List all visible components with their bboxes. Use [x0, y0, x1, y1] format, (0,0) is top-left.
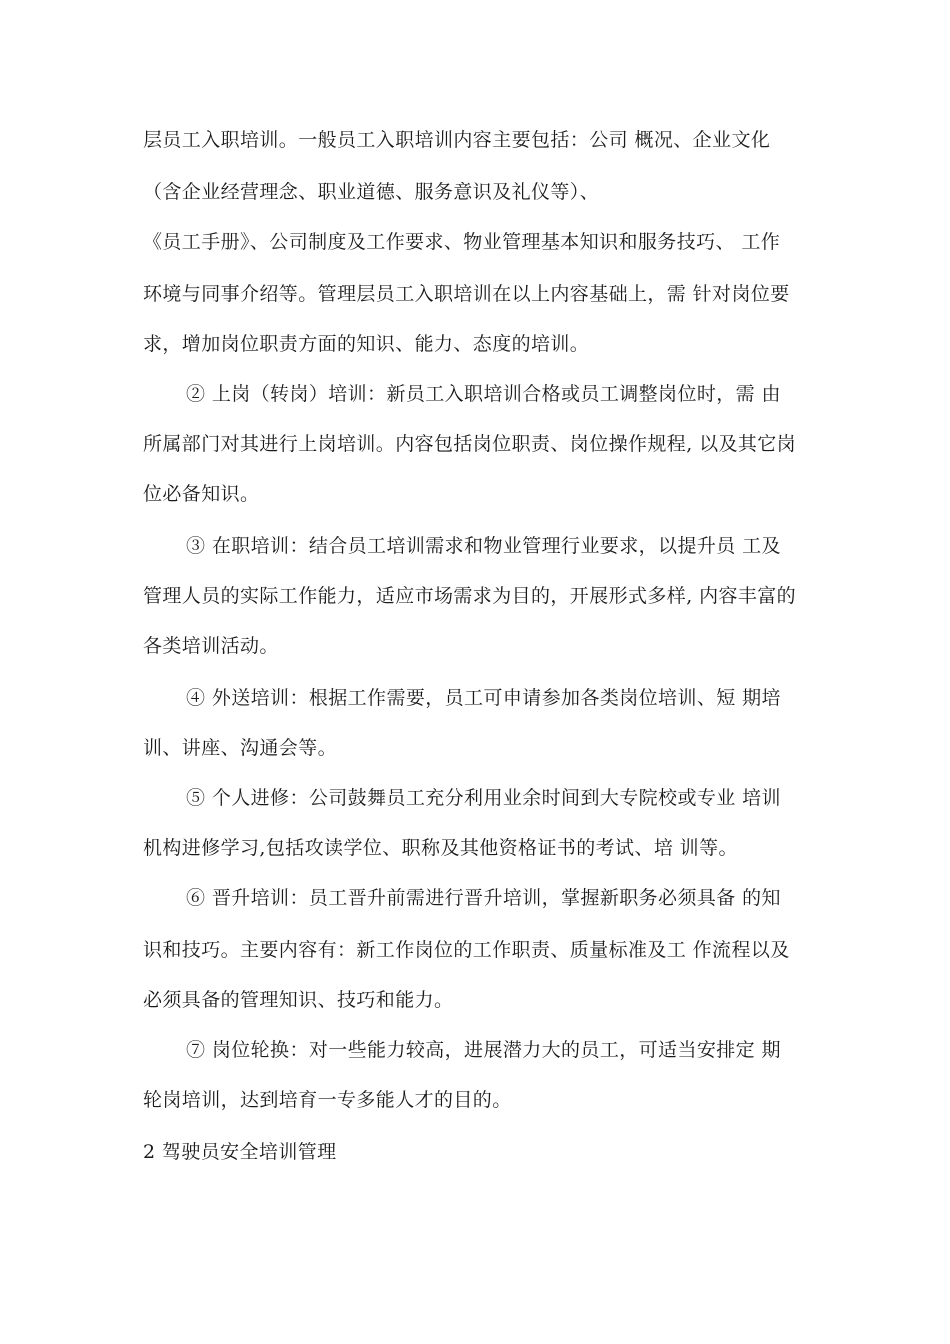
text-line: 管理人员的实际工作能力，适应市场需求为目的，开展形式多样, 内容丰富的	[143, 585, 797, 607]
text-line: 训、讲座、沟通会等。	[143, 737, 338, 759]
list-item-6: ⑥ 晋升培训：员工晋升前需进行晋升培训，掌握新职务必须具备 的知	[186, 887, 781, 909]
text-line: 必须具备的管理知识、技巧和能力。	[143, 989, 454, 1011]
text-line: 层员工入职培训。一般员工入职培训内容主要包括：公司 概况、企业文化	[143, 129, 771, 151]
text-line: 识和技巧。主要内容有：新工作岗位的工作职责、质量标准及工 作流程以及	[143, 939, 790, 961]
text-line: 求，增加岗位职责方面的知识、能力、态度的培训。	[143, 333, 590, 355]
list-item-7: ⑦ 岗位轮换：对一些能力较高，进展潜力大的员工，可适当安排定 期	[186, 1039, 781, 1061]
section-heading: 2 驾驶员安全培训管理	[143, 1141, 337, 1163]
text-line: 环境与同事介绍等。管理层员工入职培训在以上内容基础上，需 针对岗位要	[143, 283, 790, 305]
text-line: 所属部门对其进行上岗培训。内容包括岗位职责、岗位操作规程, 以及其它岗	[143, 433, 797, 455]
text-line: （含企业经营理念、职业道德、服务意识及礼仪等）、	[143, 181, 600, 203]
list-item-3: ③ 在职培训：结合员工培训需求和物业管理行业要求，以提升员 工及	[186, 535, 781, 557]
text-line: 各类培训活动。	[143, 635, 279, 657]
text-line: 机构进修学习,包括攻读学位、职称及其他资格证书的考试、培 训等。	[143, 837, 738, 859]
text-line: 轮岗培训，达到培育一专多能人才的目的。	[143, 1089, 512, 1111]
list-item-2: ② 上岗（转岗）培训：新员工入职培训合格或员工调整岗位时，需 由	[186, 383, 781, 405]
text-line: 位必备知识。	[143, 483, 260, 505]
list-item-5: ⑤ 个人进修：公司鼓舞员工充分利用业余时间到大专院校或专业 培训	[186, 787, 781, 809]
list-item-4: ④ 外送培训：根据工作需要，员工可申请参加各类岗位培训、短 期培	[186, 687, 781, 709]
text-line: 《员工手册》、公司制度及工作要求、物业管理基本知识和服务技巧、 工作	[143, 231, 781, 253]
